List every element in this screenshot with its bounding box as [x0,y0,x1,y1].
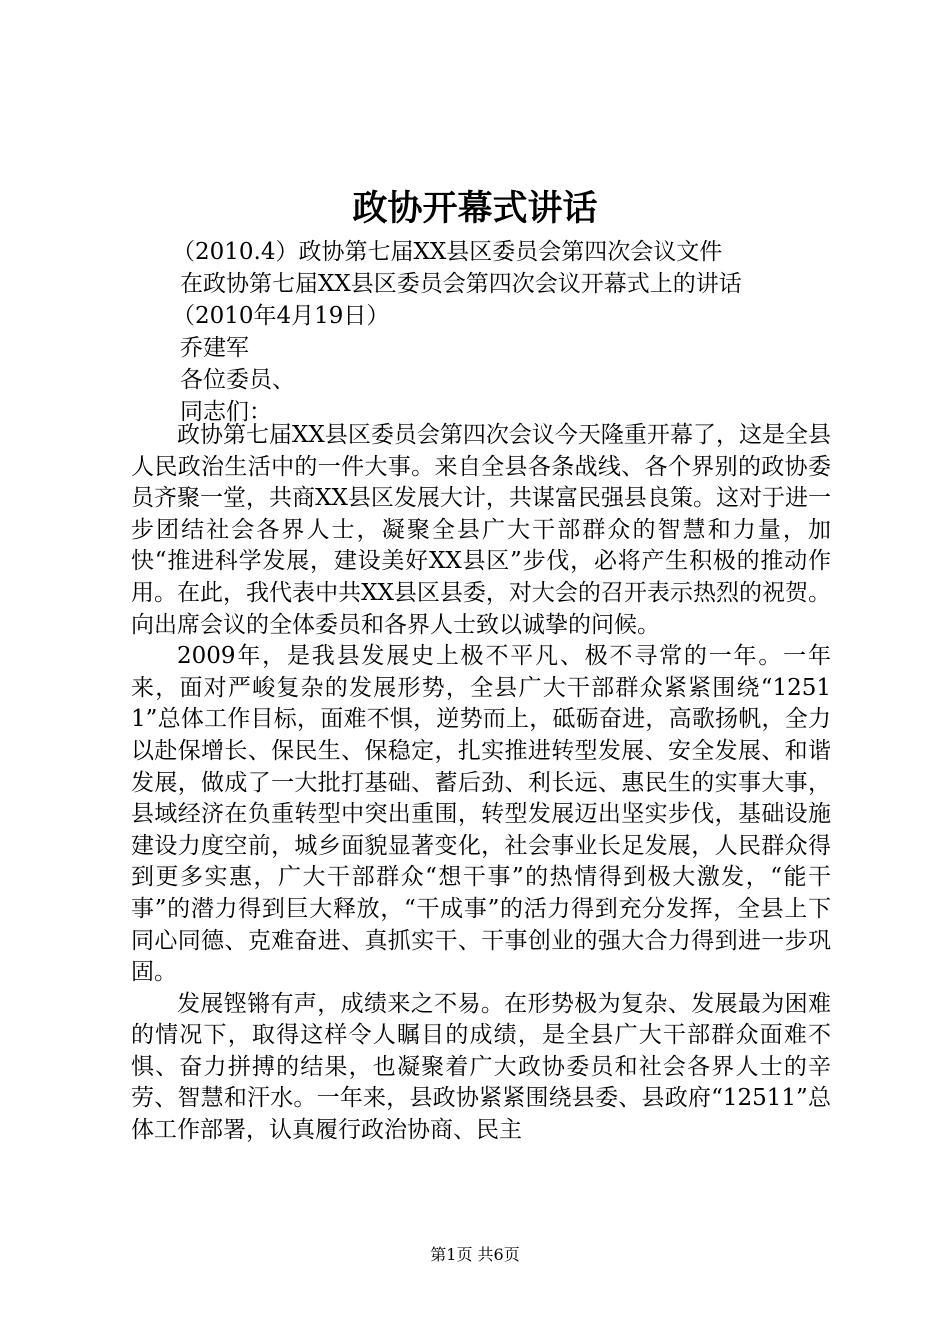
header-line-speaker: 乔建军 [180,335,249,361]
header-line-salutation-1: 各位委员、 [180,367,295,393]
header-line-salutation-2: 同志们： [180,399,272,425]
header-line-speech-title: 在政协第七届XX县区委员会第四次会议开幕式上的讲话 [180,271,742,297]
header-line-document-ref: （2010.4）政协第七届XX县区委员会第四次会议文件 [172,239,723,265]
page-indicator: 第1页 共6页 [430,1245,520,1264]
body-paragraph-3: 发展铿锵有声，成绩来之不易。在形势极为复杂、发展最为困难的情况下，取得这样令人瞩目的成绩，是全县广大干部群众面难不惧、奋力拼搏的结果，也凝聚着广大政协委员和社会各界人士的辛劳、智慧和汗水。一年来，县政协紧紧围绕县委、县政府“12511”总体工作部署，认真履行政治协商、民主 [131,990,831,1144]
document-title: 政协开幕式讲话 [352,188,598,229]
body-paragraph-2: 2009年，是我县发展史上极不平凡、极不寻常的一年。一年来，面对严峻复杂的发展形势，全县广大干部群众紧紧围绕“12511”总体工作目标，面难不惧，逆势而上，砥砺奋进，高歌扬帆，全力以赴保增长、保民生、保稳定，扎实推进转型发展、安全发展、和谐发展，做成了一大批打基础、蓄后劲、利长远、惠民生的实事大事，县域经济在负重转型中突出重围，转型发展迈出坚实步伐，基础设施建设力度空前，城乡面貌显著变化，社会事业长足发展，人民群众得到更多实惠，广大干部群众“想干事”的热情得到极大激发，“能干事”的潜力得到巨大释放，“干成事”的活力得到充分发挥，全县上下同心同德、克难奋进、真抓实干、干事创业的强大合力得到进一步巩固。 [131,643,831,986]
body-paragraph-1: 政协第七届XX县区委员会第四次会议今天隆重开幕了，这是全县人民政治生活中的一件大事。来自全县各条战线、各个界别的政协委员齐聚一堂，共商XX县区发展大计，共谋富民强县良策。这对于进一步团结社会各界人士，凝聚全县广大干部群众的智慧和力量，加快“推进科学发展，建设美好XX县区”步伐，必将产生积极的推动作用。在此，我代表中共XX县区县委，对大会的召开表示热烈的祝贺。向出席会议的全体委员和各界人士致以诚挚的问候。 [131,422,831,638]
page-footer [0,1244,950,1266]
header-line-date: （2010年4月19日） [172,303,390,329]
document-body [131,420,831,1147]
document-header [172,236,840,428]
